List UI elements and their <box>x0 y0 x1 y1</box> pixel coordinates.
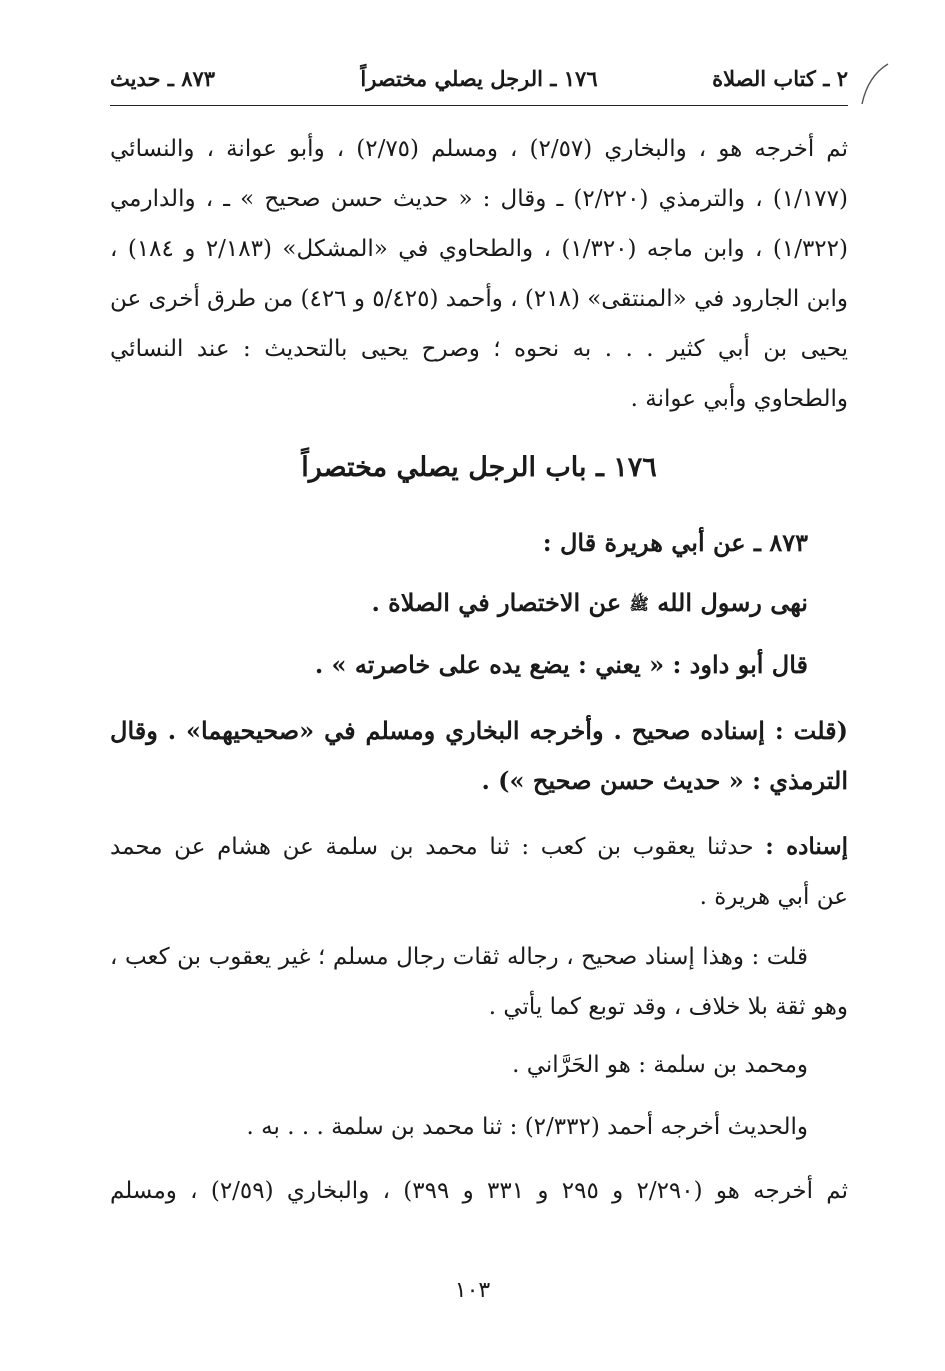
header-hadith-number: ٨٧٣ ـ حديث <box>110 66 216 91</box>
salutation-glyph: ﷺ <box>629 594 649 614</box>
isnad-chain: حدثنا يعقوب بن كعب : ثنا محمد بن سلمة عن هشام عن محمد <box>110 834 754 860</box>
intro-line: (١/١٧٧) ، والترمذي (٢/٢٢٠) ـ وقال : « حديث حسن صحيح » ـ ، والدارمي <box>110 186 848 212</box>
page-corner-mark <box>858 60 892 108</box>
grading-line: (قلت : إسناده صحيح . وأخرجه البخاري ومسلم في «صحيحيهما» . وقال <box>110 716 848 745</box>
further-references: ثم أخرجه هو (٢/٢٩٠ و ٢٩٥ و ٣٣١ و ٣٩٩) ، والبخاري (٢/٥٩) ، ومسلم <box>110 1178 848 1204</box>
intro-line: والطحاوي وأبي عوانة . <box>630 386 848 412</box>
header-chapter-title: ١٧٦ ـ الرجل يصلي مختصراً <box>360 66 598 91</box>
header-divider <box>110 105 848 106</box>
intro-line: وابن الجارود في «المنتقى» (٢١٨) ، وأحمد (٥/٤٢٥ و ٤٢٦) من طرق أخرى عن <box>110 286 848 312</box>
comment-line: قلت : وهذا إسناد صحيح ، رجاله ثقات رجال مسلم ؛ غير يعقوب بن كعب ، <box>110 944 808 970</box>
chapter-heading: ١٧٦ ـ باب الرجل يصلي مختصراً <box>301 452 657 483</box>
intro-line: يحيى بن أبي كثير . . . به نحوه ؛ وصرح يحيى بالتحديث : عند النسائي <box>110 336 848 362</box>
isnad-line <box>110 822 848 872</box>
hadith-text-before: نهى رسول الله <box>657 588 808 617</box>
narrator-note: ومحمد بن سلمة : هو الحَرَّاني . <box>512 1052 808 1078</box>
comment-line: وهو ثقة بلا خلاف ، وقد توبع كما يأتي . <box>488 994 848 1020</box>
intro-line: (١/٣٢٢) ، وابن ماجه (١/٣٢٠) ، والطحاوي في «المشكل» (٢/١٨٣ و ١٨٤) ، <box>110 236 848 262</box>
grading-line: الترمذي : « حديث حسن صحيح ») . <box>481 766 848 795</box>
intro-paragraph <box>110 124 848 424</box>
abu-dawud-note: قال أبو داود : « يعني : يضع يده على خاصرته » . <box>314 650 808 679</box>
header-book-title: ٢ ـ كتاب الصلاة <box>712 66 848 91</box>
isnad-paragraph <box>110 822 848 922</box>
page-number: ١٠٣ <box>454 1278 491 1303</box>
hadith-text-after: عن الاختصار في الصلاة . <box>371 588 622 617</box>
ahmad-reference: والحديث أخرجه أحمد (٢/٣٣٢) : ثنا محمد بن سلمة . . . به . <box>246 1114 808 1140</box>
running-header <box>110 62 848 96</box>
intro-line: ثم أخرجه هو ، والبخاري (٢/٥٧) ، ومسلم (٢/٧٥) ، وأبو عوانة ، والنسائي <box>110 136 848 162</box>
hadith-number-line: ٨٧٣ ـ عن أبي هريرة قال : <box>542 528 808 557</box>
comment-paragraph <box>110 932 848 1032</box>
isnad-line: عن أبي هريرة . <box>699 884 848 910</box>
grading-paragraph <box>110 706 848 806</box>
hadith-text <box>110 578 848 628</box>
isnad-label: إسناده : <box>765 833 848 860</box>
